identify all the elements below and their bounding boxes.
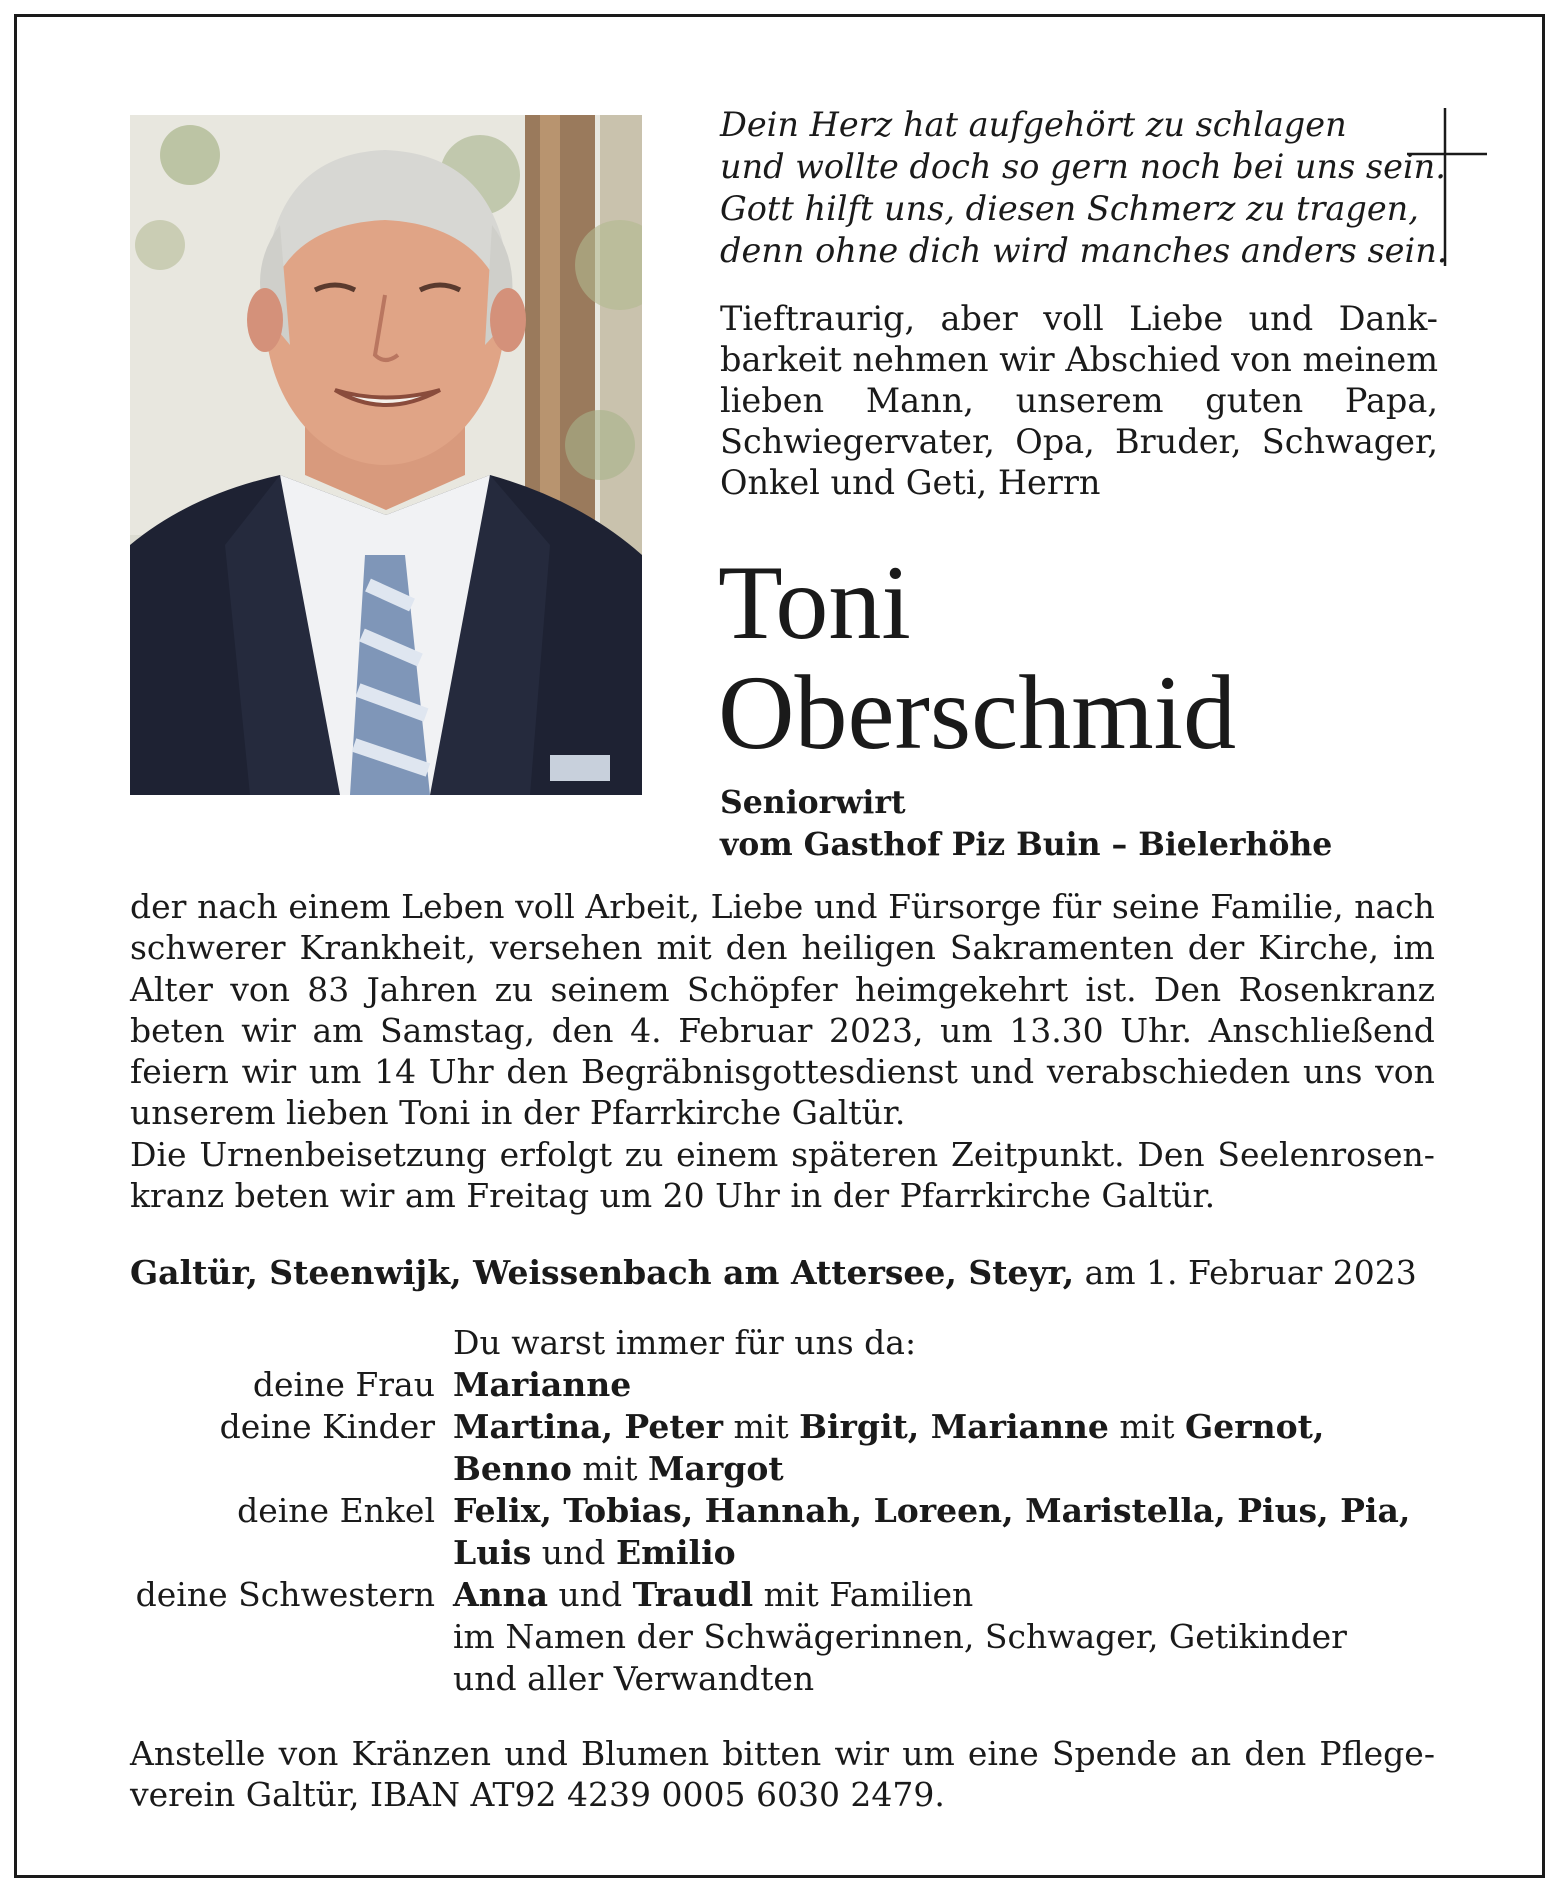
word: feiern xyxy=(130,1052,229,1092)
deceased-name xyxy=(718,544,1478,771)
word: Pflege- xyxy=(1319,1734,1435,1773)
intro-line xyxy=(720,380,1438,421)
word: heimgekehrt xyxy=(855,969,1069,1009)
word: Den xyxy=(1137,1134,1205,1174)
footer-line xyxy=(130,1733,1435,1774)
word: Urnenbeisetzung xyxy=(199,1134,487,1174)
word: Jahren xyxy=(366,969,478,1009)
word: wir xyxy=(241,1010,296,1050)
word: am xyxy=(312,1010,364,1050)
relation-label: deine Frau xyxy=(252,1365,435,1404)
word: bitten xyxy=(722,1734,822,1773)
word: zu xyxy=(624,1134,664,1174)
word: ist. xyxy=(1085,969,1137,1009)
title-line: vom Gasthof Piz Buin – Bielerhöhe xyxy=(720,826,1333,863)
mourner-row-kinder-cont: Benno mit Margot xyxy=(453,1449,784,1488)
word: von xyxy=(230,969,290,1009)
word: versehen xyxy=(490,928,643,968)
word: voll xyxy=(515,887,575,926)
word: der xyxy=(1187,928,1245,968)
word: Schöpfer xyxy=(686,969,838,1009)
word: Tieftraurig, xyxy=(720,299,916,338)
word: Krankheit, xyxy=(299,928,476,968)
mourner-name: Emilio xyxy=(615,1533,736,1572)
word: Samstag, xyxy=(379,1010,536,1050)
word: nach xyxy=(197,887,278,926)
word: Sakramenten xyxy=(949,928,1174,968)
mourner-name: Traudl xyxy=(632,1575,754,1614)
places: Galtür, Steenwijk, Weissenbach am Attersee, Steyr, xyxy=(130,1253,1075,1292)
word: Februar xyxy=(678,1010,813,1050)
word: meinem xyxy=(1302,340,1438,379)
word: von xyxy=(1375,1052,1435,1092)
mourner-row-enkel-cont: Luis und Emilio xyxy=(453,1533,736,1572)
first-name: Toni xyxy=(718,544,911,661)
deceased-title xyxy=(720,782,1480,866)
body-line xyxy=(130,1010,1435,1051)
body-line xyxy=(130,1051,1435,1092)
word: aber xyxy=(940,299,1018,338)
word: barkeit xyxy=(720,340,842,379)
word: und xyxy=(1248,299,1314,338)
word: uns xyxy=(1303,1052,1363,1092)
title-line: Seniorwirt xyxy=(720,784,906,821)
word: 4. xyxy=(630,1010,662,1050)
verse xyxy=(720,104,1448,272)
mourner-name: Luis xyxy=(453,1533,532,1572)
mourner-row-enkel xyxy=(0,1490,1567,1532)
word: eine xyxy=(967,1734,1039,1773)
word: den xyxy=(725,928,788,968)
word: nehmen xyxy=(852,340,989,379)
intro-line xyxy=(720,339,1438,380)
word: Die xyxy=(130,1134,187,1174)
word: mit xyxy=(656,928,712,968)
verse-line: und wollte doch so gern noch bei uns sein. xyxy=(720,147,1446,186)
word: einem xyxy=(288,887,391,926)
mourner-row-frau xyxy=(0,1364,1567,1406)
portrait-photo xyxy=(130,115,642,795)
word: Fürsorge xyxy=(888,887,1042,926)
mourner-name: Martina, Peter xyxy=(453,1407,723,1446)
intro-line: Onkel und Geti, Herrn xyxy=(720,463,1101,502)
word: Begräbnisgottesdienst xyxy=(580,1052,958,1092)
mourner-name: Marianne xyxy=(453,1365,632,1404)
word: 14 xyxy=(374,1052,417,1092)
mourners-list xyxy=(0,1322,1567,1700)
mourner-row-schwestern: deine Schwestern Anna und Traudl mit Familien xyxy=(135,1575,974,1614)
mourner-name: Anna xyxy=(453,1575,548,1614)
word: um xyxy=(902,1734,955,1773)
word: Seelenrosen- xyxy=(1217,1134,1435,1174)
relation-label: deine Schwestern xyxy=(135,1575,435,1614)
word: nach xyxy=(1354,887,1435,926)
word: lieben xyxy=(720,381,825,420)
word: Bruder, xyxy=(1115,422,1242,461)
word: Uhr xyxy=(428,1052,494,1092)
verse-line: Dein Herz hat aufgehört zu schlagen xyxy=(720,105,1347,144)
verse-line: Gott hilft uns, diesen Schmerz zu tragen, xyxy=(720,189,1419,228)
cross-icon xyxy=(1407,108,1487,266)
word: erfolgt xyxy=(499,1134,612,1174)
word: Schwiegervater, xyxy=(720,422,995,461)
word: Anschließend xyxy=(1208,1010,1435,1050)
date: am 1. Februar 2023 xyxy=(1074,1253,1417,1292)
mourners-heading: Du warst immer für uns da: xyxy=(453,1323,917,1362)
mourner-name: Margot xyxy=(647,1449,784,1488)
word: zu xyxy=(494,969,534,1009)
place-date xyxy=(130,1252,1450,1294)
word: um xyxy=(308,1052,362,1092)
word: späteren xyxy=(791,1134,939,1174)
word: Papa, xyxy=(1344,381,1438,420)
word: Mann, xyxy=(865,381,974,420)
word: seinem xyxy=(550,969,670,1009)
body-line xyxy=(130,886,1435,927)
word: Rosenkranz xyxy=(1238,969,1435,1009)
word: von xyxy=(1231,340,1292,379)
word: Abschied xyxy=(1065,340,1221,379)
word: den xyxy=(1244,1734,1307,1773)
last-name: Oberschmid xyxy=(718,654,1237,771)
mourner-name: Benno xyxy=(453,1449,572,1488)
word: 13.30 xyxy=(1009,1010,1104,1050)
word: Anstelle xyxy=(130,1734,266,1773)
word: für xyxy=(1051,887,1102,926)
word: Den xyxy=(1153,969,1222,1009)
word: Kränzen xyxy=(351,1734,492,1773)
verse-line: denn ohne dich wird manches anders sein. xyxy=(720,231,1448,270)
word: wir xyxy=(834,1734,890,1773)
mourner-name: Felix, Tobias, Hannah, Loreen, Maristella, Pius, Pia, xyxy=(453,1491,1411,1530)
word: Schwager, xyxy=(1261,422,1438,461)
word: Spende xyxy=(1051,1734,1178,1773)
body-line: unserem lieben Toni in der Pfarrkirche Galtür. xyxy=(130,1093,906,1133)
word: um xyxy=(940,1010,993,1050)
word: an xyxy=(1190,1734,1232,1773)
relation-label: deine Enkel xyxy=(237,1491,435,1530)
word: Liebe xyxy=(710,887,804,926)
footer-line: verein Galtür, IBAN AT92 4239 0005 6030 2479. xyxy=(130,1775,945,1814)
word: verabschieden xyxy=(1046,1052,1291,1092)
mourner-name: Birgit, Marianne xyxy=(799,1407,1109,1446)
word: wir xyxy=(999,340,1055,379)
body-line xyxy=(130,1134,1435,1175)
mourner-extra: im Namen der Schwägerinnen, Schwager, Getikinder xyxy=(453,1617,1347,1656)
word: Kirche, xyxy=(1258,928,1379,968)
word: Alter xyxy=(130,969,213,1009)
word: wir xyxy=(241,1052,297,1092)
word: Dank- xyxy=(1338,299,1438,338)
intro-line xyxy=(720,421,1438,462)
mourner-row-extra xyxy=(0,1658,1567,1700)
mourner-row-extra xyxy=(0,1616,1567,1658)
word: guten xyxy=(1205,381,1304,420)
word: im xyxy=(1393,928,1435,968)
word: und xyxy=(813,887,878,926)
word: seine xyxy=(1111,887,1200,926)
word: der xyxy=(130,887,187,926)
body-line: kranz beten wir am Freitag um 20 Uhr in der Pfarrkirche Galtür. xyxy=(130,1176,1216,1216)
word: schwerer xyxy=(130,928,286,968)
word: den xyxy=(506,1052,569,1092)
word: und xyxy=(504,1734,568,1773)
word: von xyxy=(278,1734,339,1773)
body-text xyxy=(130,886,1435,1216)
word: Arbeit, xyxy=(585,887,700,926)
word: Opa, xyxy=(1015,422,1095,461)
word: Leben xyxy=(401,887,505,926)
word: voll xyxy=(1043,299,1104,338)
intro-text xyxy=(720,298,1438,503)
mourner-name: Gernot, xyxy=(1185,1407,1325,1446)
word: Liebe xyxy=(1129,299,1224,338)
word: Familie, xyxy=(1210,887,1344,926)
word: unserem xyxy=(1015,381,1164,420)
word: Zeitpunkt. xyxy=(950,1134,1125,1174)
word: beten xyxy=(130,1010,225,1050)
intro-line xyxy=(720,298,1438,339)
relation-label: deine Kinder xyxy=(219,1407,435,1446)
mourners-heading-row xyxy=(0,1322,1567,1364)
donation-note xyxy=(130,1733,1435,1815)
word: heiligen xyxy=(801,928,936,968)
word: und xyxy=(970,1052,1035,1092)
word: 83 xyxy=(307,969,350,1009)
body-line xyxy=(130,969,1435,1010)
word: Uhr. xyxy=(1120,1010,1192,1050)
word: 2023, xyxy=(829,1010,924,1050)
body-line xyxy=(130,927,1435,968)
word: Blumen xyxy=(581,1734,710,1773)
mourner-extra: und aller Verwandten xyxy=(453,1659,815,1698)
word: den xyxy=(551,1010,614,1050)
mourner-row-kinder: deine Kinder Martina, Peter mit Birgit, Marianne mit Gernot, xyxy=(219,1407,1325,1446)
word: einem xyxy=(676,1134,779,1174)
